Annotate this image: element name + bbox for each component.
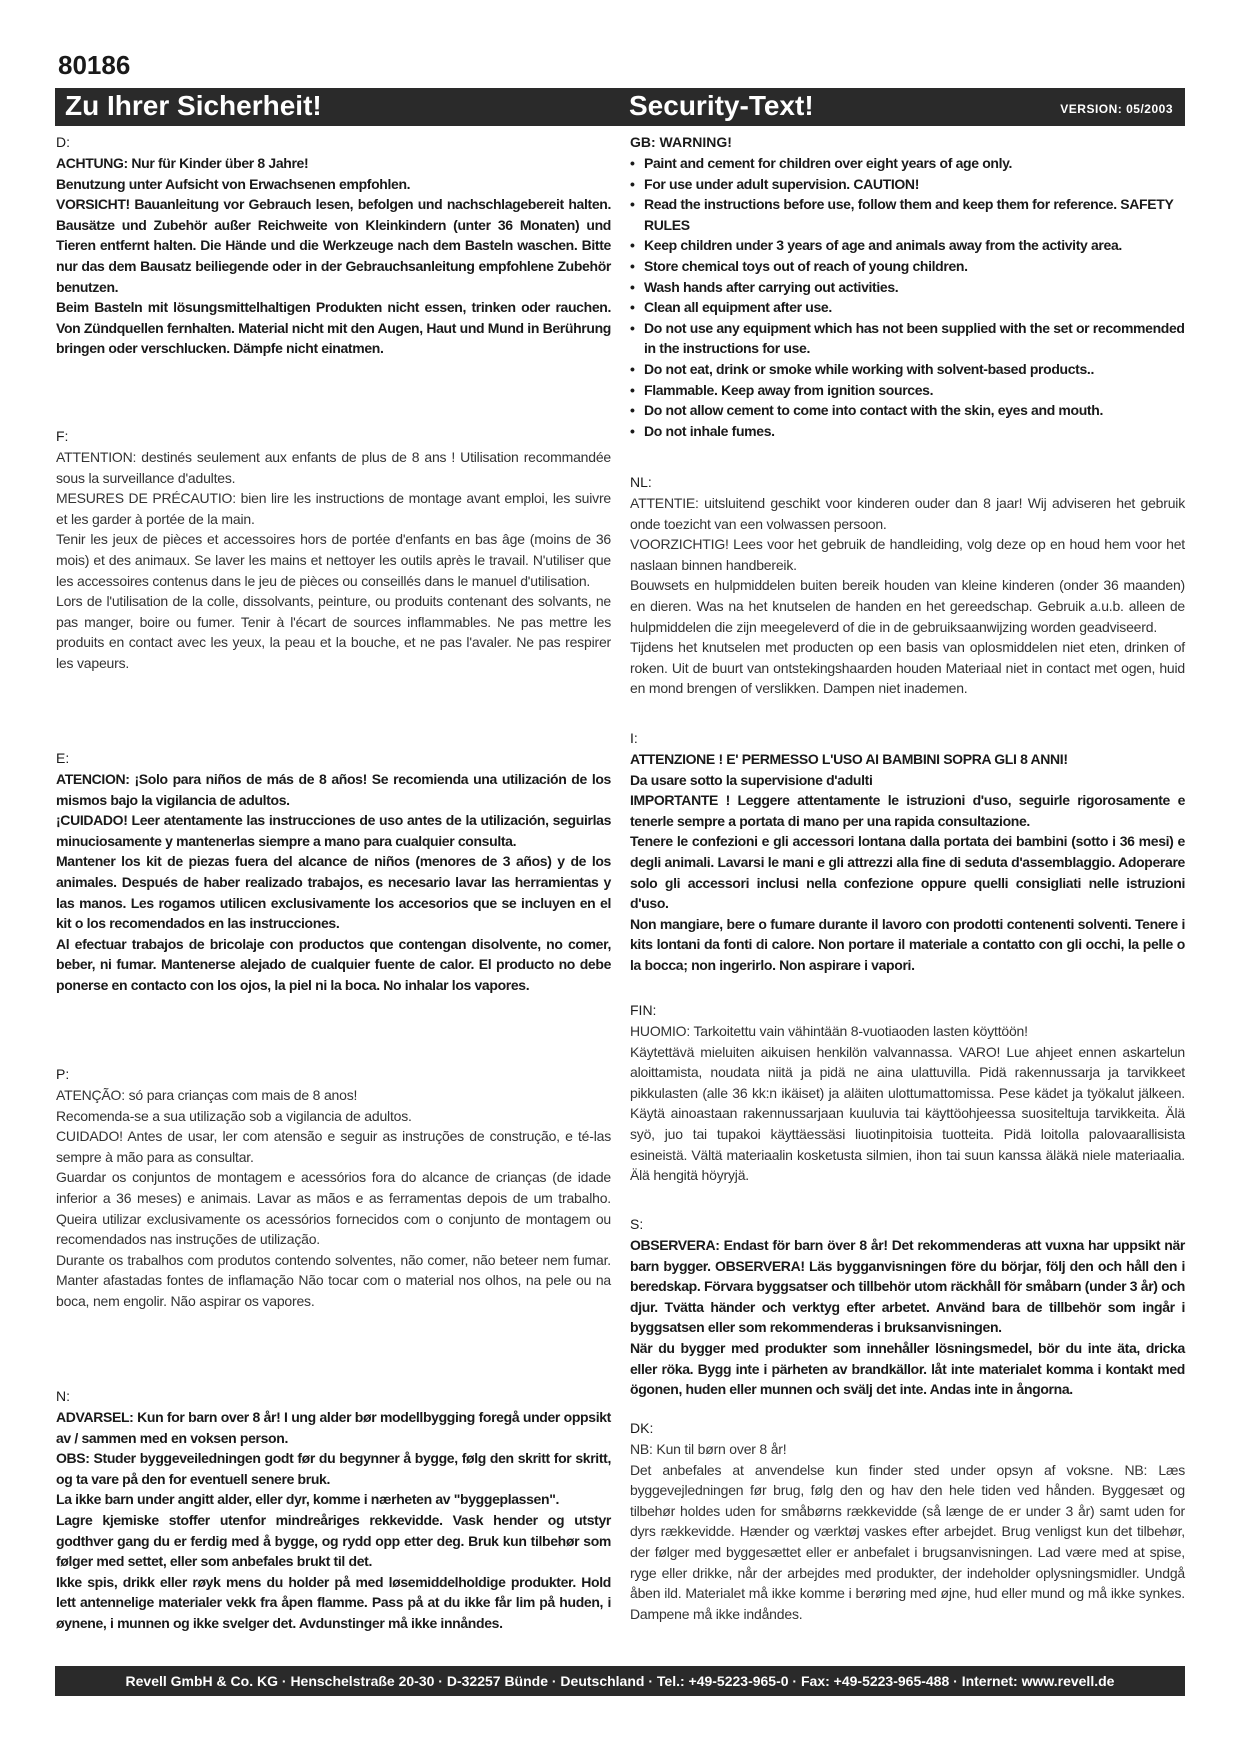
section-dutch (630, 474, 1185, 699)
paragraph: OBS: Studer byggeveiledningen godt før du begynner å bygge, følg den skritt for skritt, og ta vare på den for eventuell senere bruk. (56, 1450, 611, 1487)
footer-bar: Revell GmbH & Co. KG · Henschelstraße 20-30 · D-32257 Bünde · Deutschland · Tel.: +49-5223-965-0 · Fax: +49-5223-965-488 · Internet: www.revell.de (55, 1666, 1185, 1696)
paragraph: Tijdens het knutselen met producten op een basis van oplosmiddelen niet eten, drinken of roken. Uit de buurt van ontstekingshaarden houden Materiaal niet in contact met ogen, huid en mond brengen of verslikken. Dampen niet inademen. (630, 639, 1185, 697)
list-item: • Keep children under 3 years of age and animals away from the activity area. (630, 235, 1185, 256)
paragraph: Lors de l'utilisation de la colle, dissolvants, peinture, ou produits contenant des solvants, ne pas manger, boire ou fumer. Tenir à l'écart de sources inflammables. Ne pas mettre les produits en contact avec les yeux, la peau et la bouche, et ne pas l'avaler. Ne pas respirer les vapeurs. (56, 593, 611, 671)
lang-label-d: D: (56, 134, 70, 150)
paragraph: Beim Basteln mit lösungsmittelhaltigen Produkten nicht essen, trinken oder rauchen. Von Zündquellen fernhalten. Material nicht mit den Augen, Haut und Mund in Berührung bringen oder verschlucken. Dämpfe nicht einatmen. (56, 299, 611, 357)
list-item: • Do not allow cement to come into contact with the skin, eyes and mouth. (630, 400, 1185, 421)
paragraph: Recomenda-se a sua utilização sob a vigilancia de adultos. (56, 1107, 412, 1124)
paragraph: Da usare sotto la supervisione d'adulti (630, 771, 873, 788)
paragraph: Tenere le confezioni e gli accessori lontana dalla portata dei bambini (sotto i 36 mesi) e degli animali. Lavarsi le mani e gli attrezzi alla fine di seduta d'assemblaggio. Adoperare solo gli accessori inclusi nella confezione oppure quelli consigliati nelle istruzioni d'uso. (630, 833, 1185, 912)
paragraph: MESURES DE PRÉCAUTIO: bien lire les instructions de montage avant emploi, les suivre et les garder à portée de la main. (56, 490, 611, 527)
paragraph: ADVARSEL: Kun for barn over 8 år! I ung alder bør modellbygging foregå under oppsikt av / sammen med en voksen person. (56, 1409, 611, 1446)
section-norwegian (56, 1388, 611, 1634)
lang-label-dk: DK: (630, 1420, 654, 1436)
title-english: Security-Text! (629, 90, 814, 121)
list-item: • Clean all equipment after use. (630, 297, 1185, 318)
paragraph: HUOMIO: Tarkoitettu vain vähintään 8-vuotiaoden lasten köyttöön! (630, 1023, 1028, 1039)
paragraph: VORSICHT! Bauanleitung vor Gebrauch lesen, befolgen und nachschlagebereit halten. Bausätze und Zubehör außer Reichweite von Kleinkindern (unter 36 Monaten) und Tieren entfernt halten. Die Hände und die Werkzeuge nach dem Basteln waschen. Bitte nur das dem Bausatz beiliegende oder in der Gebrauchsanleitung empfohlene Zubehör benutzen. (56, 196, 611, 295)
paragraph: La ikke barn under angitt alder, eller dyr, komme i nærheten av "byggeplassen". (56, 1491, 560, 1508)
paragraph: CUIDADO! Antes de usar, ler com atensão e seguir as instruções de construção, e té-las sempre à mão para as consultar. (56, 1128, 611, 1165)
section-french (56, 428, 611, 674)
paragraph: Benutzung unter Aufsicht von Erwachsenen empfohlen. (56, 175, 411, 192)
version-label: VERSION: 05/2003 (1060, 102, 1173, 116)
list-item: • Do not eat, drink or smoke while working with solvent-based products.. (630, 359, 1185, 380)
paragraph: Lagre kjemiske stoffer utenfor mindreåriges rekkevidde. Vask hender og utstyr godthver gang du er ferdig med å bygge, og rydd opp etter deg. Bruk kun tilbehør som følger med settet, eller som anbefales brukt til det. (56, 1511, 611, 1570)
paragraph: Mantener los kit de piezas fuera del alcance de niños (menores de 3 años) y de los animales. Después de haber realizado trabajos, es necesario lavar las herramientas y las manos. Les rogamos utilicen exclusivamente los accesorios que se incluyen en el kit o los recomendados en las instrucciones. (56, 853, 611, 932)
paragraph: ATTENTIE: uitsluitend geschikt voor kinderen ouder dan 8 jaar! Wij adviseren het gebruik onde toezicht van een volwassen persoon. (630, 495, 1185, 532)
paragraph: Guardar os conjuntos de montagem e acessórios fora do alcance de crianças (de idade inferior a 36 meses) e animais. Lavar as mãos e as ferramentas depois de um trabalho. Queira utilizar exclusivamente os acessórios fornecidos com o conjunto de montagem ou recomendados nas instruções de utilização. (56, 1169, 611, 1248)
lang-label-f: F: (56, 428, 69, 444)
paragraph: ATTENZIONE ! E' PERMESSO L'USO AI BAMBINI SOPRA GLI 8 ANNI! (630, 751, 1068, 767)
paragraph: NB: Kun til børn over 8 år! (630, 1441, 787, 1457)
title-german: Zu Ihrer Sicherheit! (65, 90, 322, 121)
list-item: • Do not inhale fumes. (630, 421, 1185, 442)
lang-label-s: S: (630, 1216, 644, 1232)
paragraph: VOORZICHTIG! Lees voor het gebruik de handleiding, volg deze op en houd hem voor het naslaan binnen handbereik. (630, 536, 1185, 573)
section-danish (630, 1420, 1185, 1624)
paragraph: Durante os trabalhos com produtos contendo solventes, não comer, não beteer nem fumar. Manter afastadas fontes de inflamação Não tocar com o material nos olhos, na pele ou na boca, nem engolir. Não aspirar os vapores. (56, 1251, 611, 1309)
paragraph: Tenir les jeux de pièces et accessoires hors de portée d'enfants en bas âge (moins de 36 mois) et des animaux. Se laver les mains et nettoyer les outils après le travail. N'utiliser que les accessoires contenus dans le jeu de pièces ou conseillés dans le manuel d'utilisation. (56, 531, 611, 589)
paragraph: Bouwsets en hulpmiddelen buiten bereik houden van kleine kinderen (onder 36 maanden) en dieren. Was na het knutselen de handen en het gereedschap. Gebruik a.u.b. alleen de hulpmiddelen die zijn meegeleverd of die in de gebruiksaanwijzing worden geadviseerd. (630, 577, 1185, 635)
lang-label-fin: FIN: (630, 1002, 657, 1018)
list-item: • For use under adult supervision. CAUTION! (630, 174, 1185, 195)
lang-label-n: N: (56, 1388, 70, 1404)
paragraph: Non mangiare, bere o fumare durante il lavoro con prodotti contenenti solventi. Tenere i kits lontani da fonti di calore. Non portare il materiale a contatto con gli occhi, la pelle o la bocca; non ingerirlo. Non aspirare i vapori. (630, 915, 1185, 973)
paragraph: ATENÇÃO: só para crianças com mais de 8 anos! (56, 1087, 358, 1103)
paragraph: ATTENTION: destinés seulement aux enfants de plus de 8 ans ! Utilisation recommandée sous la surveillance d'adultes. (56, 449, 611, 486)
paragraph: Det anbefales at anvendelse kun finder sted under opsyn af voksne. NB: Læs byggevejledningen før brug, følg den og hav den hele tiden ved hånden. Byggesæt og tilbehør holdes uden for småbørns rækkevidde (så længe de er under 3 år) samt uden for dyrs rækkevidde. Hænder og værktøj vaskes efter arbejdet. Brug venligst kun det tilbehør, der følger med byggesættet eller er anbefalet i brugsanvisningen. Lad være med at spise, ryge eller drikke, når der arbejdes med produkter, der indeholder oplysningsmidler. Undgå åben ild. Materialet må ikke komme i berøring med øjne, hud eller mund og må ikke synkes. Dampene må ikke indåndes. (630, 1461, 1185, 1622)
paragraph: OBSERVERA: Endast för barn över 8 år! Det rekommenderas att vuxna har uppsikt när barn bygger. OBSERVERA! Läs bygganvisningen före du börjar, följ den och håll den i beredskap. Förvara byggsatser och tillbehör utom räckhåll för småbarn (under 3 år) och djur. Tvätta händer och verktyg efter arbetet. Använd bara de tillbehör som ingår i byggsatsen eller som rekommenderas i bruksanvisningen. (630, 1237, 1185, 1336)
paragraph: ¡CUIDADO! Leer atentamente las instrucciones de uso antes de la utilización, seguirlas minuciosamente y mantenerlas siempre a mano para cualquier consulta. (56, 812, 611, 849)
section-english (630, 134, 1185, 441)
section-german (56, 134, 611, 359)
section-swedish (630, 1216, 1185, 1400)
list-item: • Read the instructions before use, follow them and keep them for reference. SAFETY RULES (630, 194, 1185, 235)
list-item: • Store chemical toys out of reach of young children. (630, 256, 1185, 277)
paragraph: ATENCION: ¡Solo para niños de más de 8 años! Se recomienda una utilización de los mismos bajo la vigilancia de adultos. (56, 771, 611, 808)
lang-label-i: I: (630, 730, 638, 746)
list-item: • Flammable. Keep away from ignition sources. (630, 380, 1185, 401)
list-item: • Wash hands after carrying out activities. (630, 277, 1185, 298)
safety-rules-list (630, 153, 1185, 441)
lang-label-nl: NL: (630, 474, 652, 490)
paragraph: Ikke spis, drikk eller røyk mens du holder på med løsemiddelholdige produkter. Hold lett antennelige materialer vekk fra åpen flamme. Pass på at du ikke får lim på huden, i øynene, i munnen og ikke svelger det. Avdunstinger må ikke innåndes. (56, 1573, 611, 1631)
paragraph: ACHTUNG: Nur für Kinder über 8 Jahre! (56, 155, 309, 171)
header-bar (55, 88, 1185, 126)
lang-label-p: P: (56, 1066, 70, 1082)
list-item: • Paint and cement for children over eight years of age only. (630, 153, 1185, 174)
lang-label-e: E: (56, 750, 70, 766)
section-finnish (630, 1002, 1185, 1186)
paragraph: IMPORTANTE ! Leggere attentamente le istruzioni d'uso, seguirle rigorosamente e tenerle sempre a portata di mano per una rapida consultazione. (630, 792, 1185, 829)
paragraph: Al efectuar trabajos de bricolaje con productos que contengan disolvente, no comer, beber, ni fumar. Mantenerse alejado de cualquier fuente de calor. El producto no debe ponerse en contacto con los ojos, la piel ni la boca. No inhalar los vapores. (56, 935, 611, 993)
paragraph: Käytettävä mieluiten aikuisen henkilön valvannassa. VARO! Lue ahjeet ennen askartelun aloittamista, noudata niitä ja pidä ne aina ulattuvilla. Pidä rakennussarja ja tarvikkeet pikkulasten (alle 36 kk:n ikäiset) ja aläiten ulottumattomissa. Pese kädet ja työkalut jälkeen. Käytä ainoastaan rakennussarjaan kuuluvia tai käyttöohjeessa suositeltuja tarvikkeita. Älä syö, juo tai tupakoi käyttäessäsi liuotinpitoisia tuotteita. Pidä loitolla palovaarallisista esineistä. Vältä materiaalin kosketusta silmien, ihon tai suun kanssa äläkä niele materiaalia. Älä hengitä höyryjä. (630, 1043, 1185, 1184)
section-spanish (56, 750, 611, 996)
section-portuguese (56, 1066, 611, 1312)
section-italian (630, 730, 1185, 976)
paragraph: När du bygger med produkter som innehåller lösningsmedel, bör du inte äta, dricka eller röka. Bygg inte i pärheten av brandkällor. låt inte materialet komma i kontakt med ögonen, huden eller munnen och svälj det inte. Andas inte in ångorna. (630, 1339, 1185, 1398)
lang-label-gb: GB: WARNING! (630, 134, 732, 150)
list-item: • Do not use any equipment which has not been supplied with the set or recommended in the instructions for use. (630, 318, 1185, 359)
page-number: 80186 (58, 50, 131, 80)
